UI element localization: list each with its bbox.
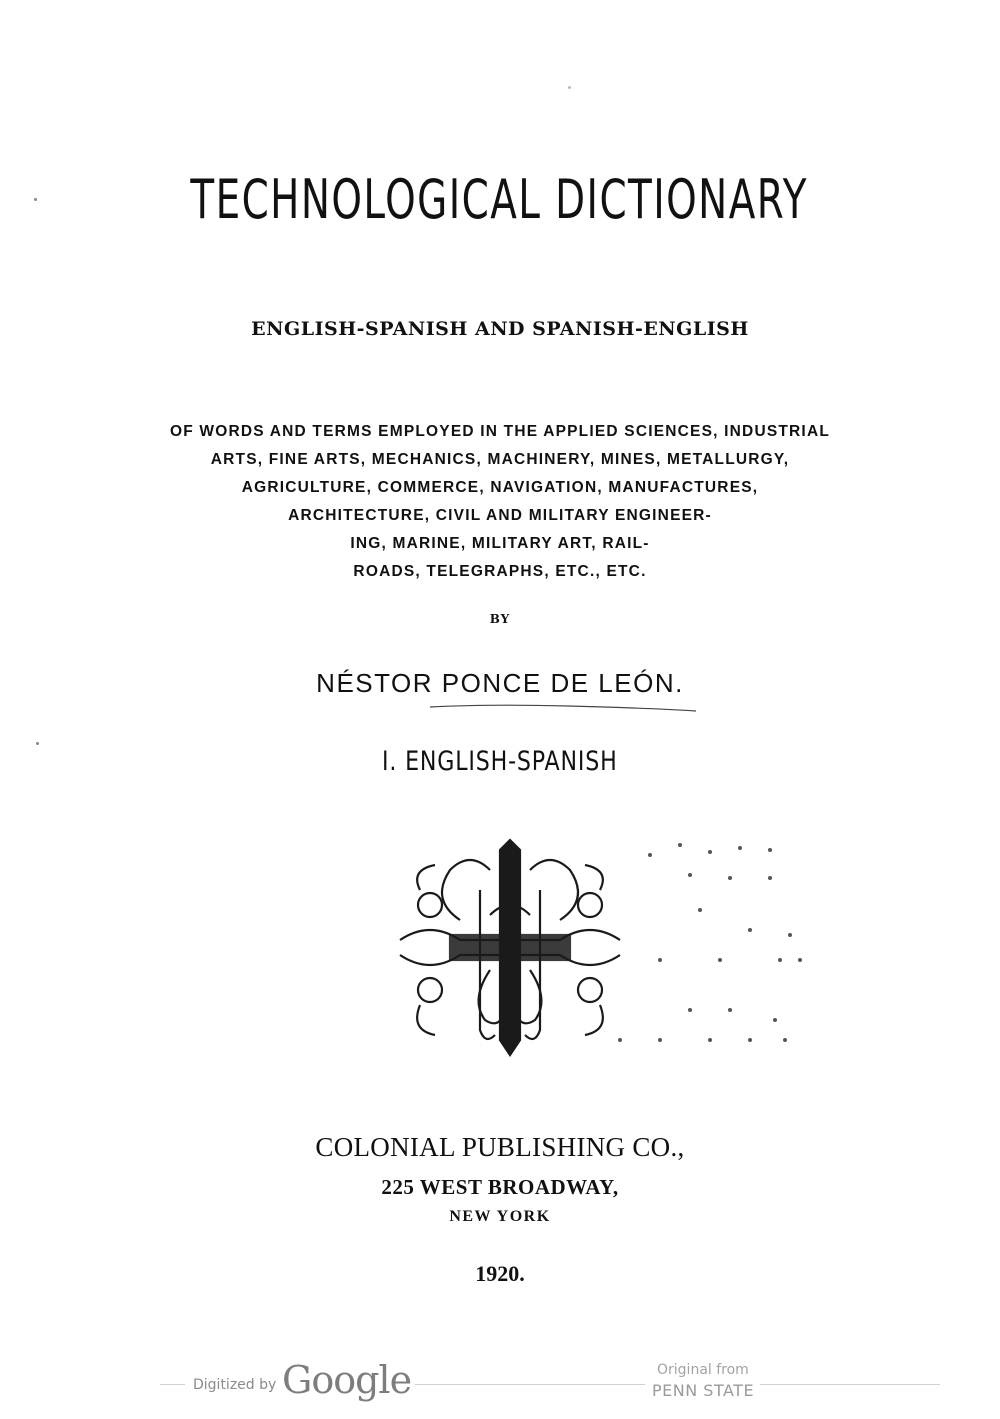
google-logo: Google xyxy=(282,1358,412,1402)
scan-speck xyxy=(36,742,39,745)
original-from-label: Original from xyxy=(657,1362,749,1378)
volume-title: I. ENGLISH-SPANISH xyxy=(382,746,618,777)
author-name: NÉSTOR PONCE DE LEÓN. xyxy=(316,668,684,698)
description-line: OF WORDS AND TERMS EMPLOYED IN THE APPLIED SCIENCES, INDUSTRIAL xyxy=(169,423,831,440)
page-title: TECHNOLOGICAL DICTIONARY xyxy=(190,168,808,231)
by-label: BY xyxy=(489,612,511,626)
publication-year: 1920. xyxy=(475,1261,525,1286)
description-line: ROADS, TELEGRAPHS, ETC., ETC. xyxy=(353,563,647,580)
publisher-city: NEW YORK xyxy=(449,1208,551,1225)
original-source-label: PENN STATE xyxy=(652,1381,755,1400)
description-line: ING, MARINE, MILITARY ART, RAIL- xyxy=(350,535,650,552)
footer-rule-middle xyxy=(415,1384,645,1385)
scan-speck xyxy=(34,198,37,201)
footer-rule-left xyxy=(160,1384,185,1385)
scan-speck xyxy=(568,86,571,89)
publisher-name: COLONIAL PUBLISHING CO., xyxy=(315,1132,685,1162)
description xyxy=(0,418,1000,586)
description-line: ARTS, FINE ARTS, MECHANICS, MACHINERY, MINES, METALLURGY, xyxy=(210,451,790,468)
publisher-address: 225 WEST BROADWAY, xyxy=(381,1175,619,1199)
description-line: ARCHITECTURE, CIVIL AND MILITARY ENGINEER- xyxy=(288,507,712,524)
ornamental-monogram-icon xyxy=(390,830,810,1065)
description-line: AGRICULTURE, COMMERCE, NAVIGATION, MANUFACTURES, xyxy=(241,479,759,496)
footer-rule-right xyxy=(760,1384,940,1385)
subtitle: ENGLISH-SPANISH AND SPANISH-ENGLISH xyxy=(251,318,749,340)
author-underline-flourish xyxy=(428,703,698,713)
digitized-by-label: Digitized by xyxy=(193,1377,277,1393)
